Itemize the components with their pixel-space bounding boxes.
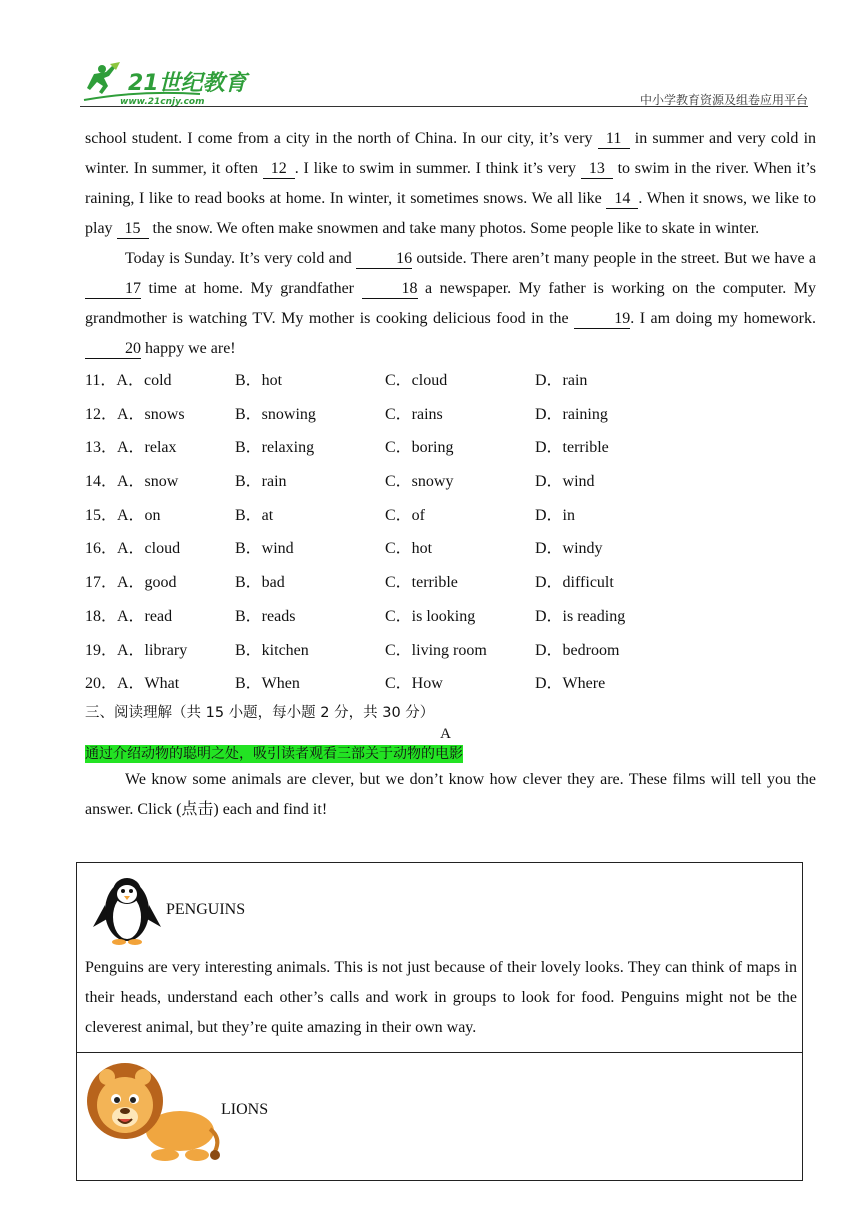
blank-19: 19 <box>574 310 630 329</box>
option-c[interactable]: C．living room <box>385 641 487 659</box>
blank-16: 16 <box>356 250 412 269</box>
option-d[interactable]: D．in <box>535 506 576 524</box>
option-a[interactable]: 17．A．good <box>85 574 177 592</box>
passage-paragraph-2: Today is Sunday. It’s very cold and 16 outside. There aren’t many people in the street. But we have a 17 time at home. My grandfather 18 a newspaper. My father is working on the computer. My grandmother is watching TV. My mother is cooking delicious food in the 19. I am doing my homework. 20 happy we are! <box>85 250 816 357</box>
question-row <box>85 431 816 465</box>
option-a[interactable]: 13．A．relax <box>85 439 177 457</box>
question-row <box>85 499 816 533</box>
film-title-lions: LIONS <box>221 1101 269 1118</box>
blank-20: 20 <box>85 340 141 359</box>
blank-12: 12 <box>263 160 295 179</box>
option-b[interactable]: B．reads <box>235 607 296 625</box>
question-row <box>85 634 816 668</box>
question-row <box>85 566 816 600</box>
option-b[interactable]: B．relaxing <box>235 439 315 457</box>
option-b[interactable]: B．at <box>235 506 274 524</box>
option-a[interactable]: 14．A．snow <box>85 473 179 491</box>
option-c[interactable]: C．is looking <box>385 607 476 625</box>
logo-text: 21世纪教育 <box>128 71 247 96</box>
film-title-penguins: PENGUINS <box>166 901 246 918</box>
part-label: A <box>440 725 451 742</box>
option-d[interactable]: D．raining <box>535 405 608 423</box>
option-d[interactable]: D．Where <box>535 675 606 693</box>
section-title: 三、阅读理解（共 15 小题，每小题 2 分，共 30 分） <box>85 704 435 721</box>
site-logo <box>80 60 250 108</box>
question-row <box>85 532 816 566</box>
option-c[interactable]: C．How <box>385 675 443 693</box>
option-c[interactable]: C．hot <box>385 540 433 558</box>
question-list <box>85 364 816 701</box>
blank-15: 15 <box>117 220 149 239</box>
option-a[interactable]: 19．A．library <box>85 641 188 659</box>
option-d[interactable]: D．difficult <box>535 574 614 592</box>
option-c[interactable]: C．snowy <box>385 473 454 491</box>
option-a[interactable]: 20．A．What <box>85 675 180 693</box>
question-row <box>85 465 816 499</box>
passage-paragraph-1: school student. I come from a city in the north of China. In our city, it’s very 11 in summer and very cold in winter. In summer, it often 12 . I like to swim in summer. I think it’s very 13 to swim in the river. When it’s raining, I like to read books at home. In winter, it sometimes snows. We all like 14 . When it snows, we like to play 15 the snow. We often make snowmen and take many photos. Some people like to skate in winter. <box>85 130 817 237</box>
summary-highlight: 通过介绍动物的聪明之处，吸引读者观看三部关于动物的电影 <box>85 745 463 762</box>
option-c[interactable]: C．cloud <box>385 372 448 389</box>
option-b[interactable]: B．rain <box>235 473 287 491</box>
option-a[interactable]: 18．A．read <box>85 607 173 625</box>
document-body <box>85 124 816 825</box>
blank-18: 18 <box>362 280 418 299</box>
option-a[interactable]: 16．A．cloud <box>85 540 181 558</box>
reading-intro: We know some animals are clever, but we don’t know how clever they are. These films will tell you the answer. Click (点击) each and find it! <box>85 770 816 818</box>
blank-17: 17 <box>85 280 141 299</box>
option-a[interactable]: 15．A．on <box>85 506 161 524</box>
option-d[interactable]: D．windy <box>535 540 603 558</box>
film-box-lions[interactable] <box>76 1053 803 1181</box>
option-d[interactable]: D．bedroom <box>535 641 620 659</box>
question-row <box>85 667 816 701</box>
film-box-penguins[interactable] <box>76 862 803 1053</box>
option-d[interactable]: D．wind <box>535 473 595 491</box>
logo-url: www.21cnjy.com <box>120 97 205 107</box>
option-a[interactable]: 11．A．cold <box>85 372 172 389</box>
option-b[interactable]: B．snowing <box>235 405 316 423</box>
option-d[interactable]: D．terrible <box>535 439 609 457</box>
option-d[interactable]: D．is reading <box>535 607 626 625</box>
option-b[interactable]: B．When <box>235 675 300 693</box>
option-c[interactable]: C．rains <box>385 405 443 423</box>
blank-11: 11 <box>598 130 630 149</box>
option-c[interactable]: C．boring <box>385 439 454 457</box>
option-d[interactable]: D．rain <box>535 372 588 389</box>
question-row <box>85 398 816 432</box>
page-header <box>0 0 860 112</box>
option-b[interactable]: B．wind <box>235 540 294 558</box>
question-row <box>85 364 816 398</box>
blank-13: 13 <box>581 160 613 179</box>
option-b[interactable]: B．bad <box>235 574 285 592</box>
option-b[interactable]: B．hot <box>235 372 283 389</box>
penguin-icon <box>87 869 167 947</box>
option-b[interactable]: B．kitchen <box>235 641 309 659</box>
option-a[interactable]: 12．A．snows <box>85 405 185 423</box>
header-divider <box>80 106 808 107</box>
film-boxes <box>76 862 803 1181</box>
option-c[interactable]: C．of <box>385 506 426 524</box>
blank-14: 14 <box>606 190 638 209</box>
lion-icon <box>85 1059 223 1165</box>
platform-name: 中小学教育资源及组卷应用平台 <box>639 93 808 107</box>
option-c[interactable]: C．terrible <box>385 574 458 592</box>
film-text-penguins: Penguins are very interesting animals. This is not just because of their lovely looks. They can think of maps in their heads, understand each other’s calls and work in groups to look for food. Penguins might not be the cleverest animal, but they’re quite amazing in their own way. <box>85 959 797 1036</box>
question-row <box>85 600 816 634</box>
